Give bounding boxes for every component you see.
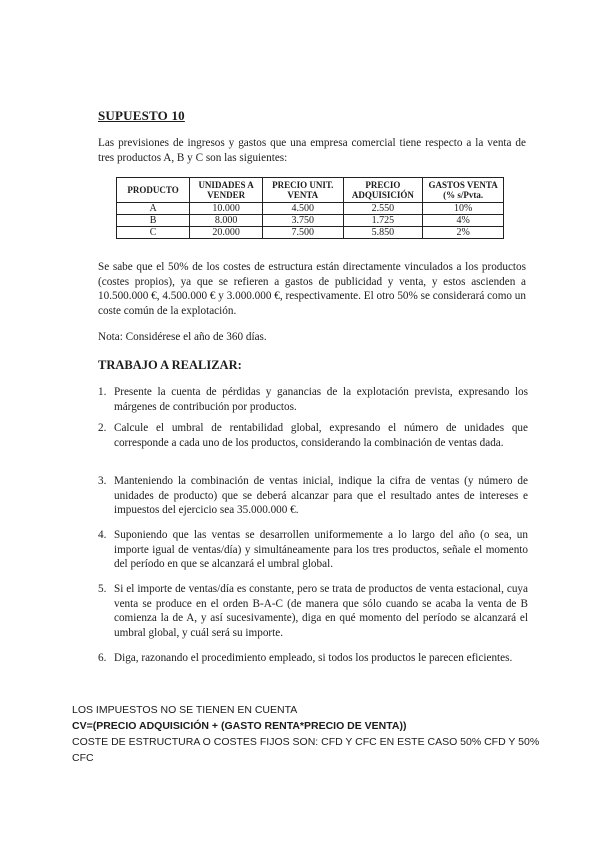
task-number: 4. bbox=[98, 529, 107, 541]
intro-paragraph: Las previsiones de ingresos y gastos que una empresa comercial tiene respecto a la venta de tres productos A, B y C son las siguientes: bbox=[98, 137, 526, 164]
table-cell: 20.000 bbox=[190, 227, 263, 239]
table-cell: 10.000 bbox=[190, 203, 263, 215]
task-number: 1. bbox=[98, 386, 107, 398]
task-item-1 bbox=[98, 385, 528, 414]
table-cell: C bbox=[117, 227, 190, 239]
table-cell: 2.550 bbox=[343, 203, 423, 215]
task-text: Calcule el umbral de rentabilidad global, expresando el número de unidades que corresponde a cada uno de los productos, considerando la combinación de ventas dada. bbox=[114, 422, 528, 449]
costs-paragraph: Se sabe que el 50% de los costes de estructura están directamente vinculados a los productos (costes propios), ya que se refieren a gastos de publicidad y venta, y estos ascienden a 10.500.000 €, 4.500.000 € y 3.000.000 €, respectivamente. El otro 50% se considerará como un coste común de la explotación. bbox=[98, 261, 526, 317]
note-line-fixed-costs: COSTE DE ESTRUCTURA O COSTES FIJOS SON: CFD Y CFC EN ESTE CASO 50% CFD Y 50% CFC bbox=[72, 736, 540, 764]
table-row bbox=[117, 227, 504, 239]
table-row bbox=[117, 203, 504, 215]
task-item-2 bbox=[98, 421, 528, 450]
note-paragraph: Nota: Considérese el año de 360 días. bbox=[98, 331, 267, 343]
header-gastos-venta: GASTOS VENTA (% s/Pvta. bbox=[423, 178, 504, 203]
header-precio-adquisicion: PRECIO ADQUISICIÓN bbox=[343, 178, 423, 203]
task-number: 5. bbox=[98, 583, 107, 595]
task-text: Si el importe de ventas/día es constante, pero se trata de productos de venta estacional, cuya venta se produce en el orden B-A-C (de manera que sólo cuando se acaba la venta de B comienza la de A, y así sucesivamente), diga en qué momento del período se alcanzará el umbral global, y cuál será su importe. bbox=[114, 583, 528, 639]
task-text: Presente la cuenta de pérdidas y ganancias de la explotación prevista, expresando los márgenes de contribución por productos. bbox=[114, 386, 528, 413]
table-cell: 4.500 bbox=[262, 203, 343, 215]
table-cell: 5.850 bbox=[343, 227, 423, 239]
header-unidades: UNIDADES A VENDER bbox=[190, 178, 263, 203]
task-item-3 bbox=[98, 474, 528, 518]
table-cell: 7.500 bbox=[262, 227, 343, 239]
note-line-formula: CV=(PRECIO ADQUISICIÓN + (GASTO RENTA*PRECIO DE VENTA)) bbox=[72, 720, 407, 732]
table-header-row bbox=[117, 178, 504, 203]
table-cell: A bbox=[117, 203, 190, 215]
task-number: 6. bbox=[98, 652, 107, 664]
notes-block bbox=[72, 702, 552, 766]
table-cell: 1.725 bbox=[343, 215, 423, 227]
table-cell: 4% bbox=[423, 215, 504, 227]
task-item-5 bbox=[98, 582, 528, 640]
page-title: SUPUESTO 10 bbox=[98, 108, 185, 123]
task-item-6 bbox=[98, 651, 528, 666]
table-cell: 10% bbox=[423, 203, 504, 215]
task-text: Diga, razonando el procedimiento empleado, si todos los productos le parecen eficientes. bbox=[114, 652, 513, 664]
header-precio-venta: PRECIO UNIT. VENTA bbox=[262, 178, 343, 203]
table-cell: 3.750 bbox=[262, 215, 343, 227]
header-producto: PRODUCTO bbox=[117, 178, 190, 203]
note-line-taxes: LOS IMPUESTOS NO SE TIENEN EN CUENTA bbox=[72, 704, 298, 716]
table-cell: 2% bbox=[423, 227, 504, 239]
task-number: 2. bbox=[98, 422, 107, 434]
table-cell: 8.000 bbox=[190, 215, 263, 227]
task-text: Manteniendo la combinación de ventas inicial, indique la cifra de ventas (y número de unidades de producto) que se deberá alcanzar para que el resultado antes de intereses e impuestos del ejercicio sea 35.000.000 €. bbox=[114, 475, 528, 516]
task-number: 3. bbox=[98, 475, 107, 487]
table-cell: B bbox=[117, 215, 190, 227]
table-row bbox=[117, 215, 504, 227]
task-text: Suponiendo que las ventas se desarrollen uniformemente a lo largo del año (o sea, un importe igual de ventas/día) y simultáneamente para los tres productos, señale el momento del período en que se alcanzará el umbral global. bbox=[114, 529, 528, 570]
task-item-4 bbox=[98, 528, 528, 572]
section-heading: TRABAJO A REALIZAR: bbox=[98, 358, 242, 372]
products-table bbox=[116, 177, 504, 239]
